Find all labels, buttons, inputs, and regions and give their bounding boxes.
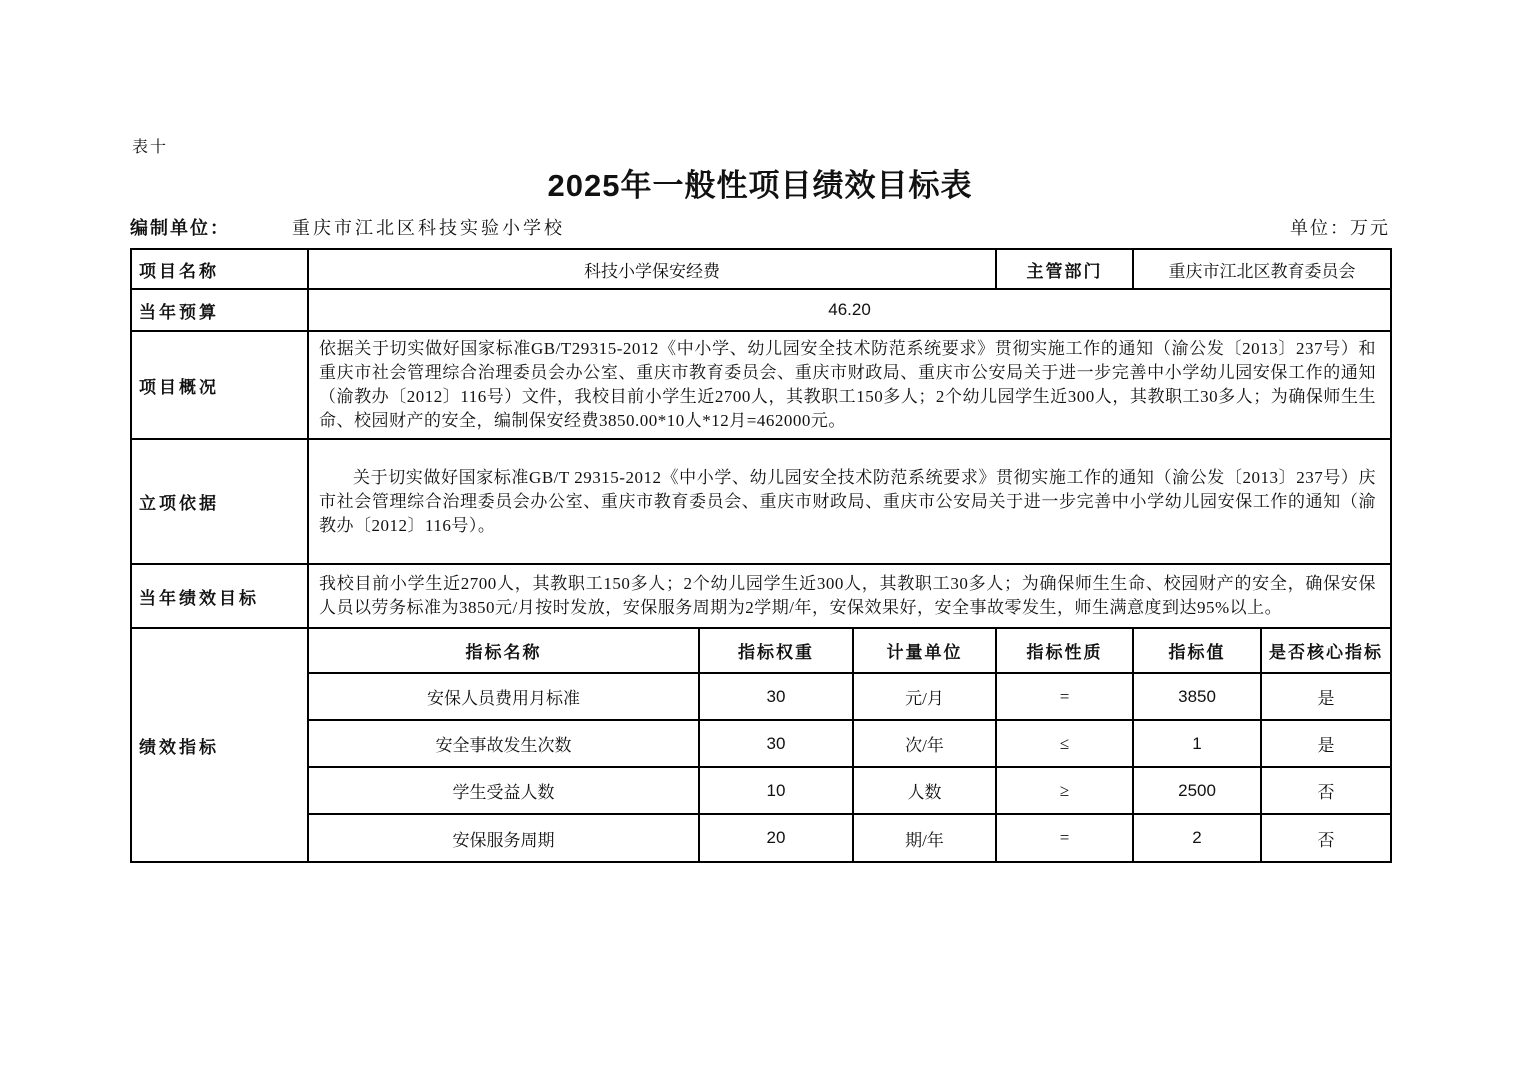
overview-label: 项目概况 xyxy=(131,331,308,439)
indicator-weight: 20 xyxy=(699,814,853,862)
page-tag: 表十 xyxy=(132,139,169,156)
budget-value: 46.20 xyxy=(308,289,1391,331)
indicator-core: 是 xyxy=(1261,673,1391,720)
indicator-row xyxy=(131,720,1391,767)
indicator-unit: 人数 xyxy=(853,767,996,814)
indicator-unit: 元/月 xyxy=(853,673,996,720)
indicator-value: 3850 xyxy=(1133,673,1261,720)
performance-target-table xyxy=(130,248,1392,863)
indicators-label: 绩效指标 xyxy=(131,628,308,862)
project-name-value: 科技小学保安经费 xyxy=(308,249,996,289)
goal-text: 我校目前小学生近2700人，其教职工150多人；2个幼儿园学生近300人，其教职工30多人；为确保师生生命、校园财产的安全，确保安保人员以劳务标准为3850元/月按时发放，安保服务周期为2学期/年，安保效果好，安全事故零发生，师生满意度到达95%以上。 xyxy=(308,564,1391,628)
indicator-row xyxy=(131,767,1391,814)
prepared-by xyxy=(130,214,565,240)
indicator-weight: 30 xyxy=(699,673,853,720)
indicator-name: 安保服务周期 xyxy=(308,814,699,862)
prepared-by-value: 重庆市江北区科技实验小学校 xyxy=(292,218,565,238)
indicator-core: 是 xyxy=(1261,720,1391,767)
indicator-nature: ≤ xyxy=(996,720,1133,767)
indicator-unit: 期/年 xyxy=(853,814,996,862)
indicator-nature: = xyxy=(996,673,1133,720)
dept-value: 重庆市江北区教育委员会 xyxy=(1133,249,1391,289)
indicator-name: 安全事故发生次数 xyxy=(308,720,699,767)
indicator-nature: = xyxy=(996,814,1133,862)
project-name-label: 项目名称 xyxy=(131,249,308,289)
indicator-weight: 30 xyxy=(699,720,853,767)
indicator-col-header-name: 指标名称 xyxy=(308,628,699,673)
table-row xyxy=(131,439,1391,564)
budget-label: 当年预算 xyxy=(131,289,308,331)
indicator-row xyxy=(131,673,1391,720)
indicator-name: 安保人员费用月标准 xyxy=(308,673,699,720)
indicator-col-header-core: 是否核心指标 xyxy=(1261,628,1391,673)
goal-label: 当年绩效目标 xyxy=(131,564,308,628)
overview-text: 依据关于切实做好国家标准GB/T29315-2012《中小学、幼儿园安全技术防范系统要求》贯彻实施工作的通知（渝公发〔2013〕237号）和重庆市社会管理综合治理委员会办公室、重庆市教育委员会、重庆市财政局、重庆市公安局关于进一步完善中小学幼儿园安保工作的通知（渝教办〔2012〕116号）文件，我校目前小学生近2700人，其教职工150多人；2个幼儿园学生近300人，其教职工30多人；为确保师生生命、校园财产的安全，编制保安经费3850.00*10人*12月=462000元。 xyxy=(308,331,1391,439)
indicator-core: 否 xyxy=(1261,767,1391,814)
indicator-unit: 次/年 xyxy=(853,720,996,767)
table-row xyxy=(131,564,1391,628)
indicator-value: 2 xyxy=(1133,814,1261,862)
indicator-col-header-nature: 指标性质 xyxy=(996,628,1133,673)
indicator-header-row xyxy=(131,628,1391,673)
table-row xyxy=(131,289,1391,331)
indicator-value: 1 xyxy=(1133,720,1261,767)
unit-label: 单位：万元 xyxy=(1290,218,1390,238)
prepared-by-label: 编制单位： xyxy=(130,218,230,238)
indicator-value: 2500 xyxy=(1133,767,1261,814)
basis-text: 关于切实做好国家标准GB/T 29315-2012《中小学、幼儿园安全技术防范系统要求》贯彻实施工作的通知（渝公发〔2013〕237号）庆市社会管理综合治理委员会办公室、重庆市教育委员会、重庆市财政局、重庆市公安局关于进一步完善中小学幼儿园安保工作的通知（渝教办〔2012〕116号）。 xyxy=(308,439,1391,564)
indicator-col-header-weight: 指标权重 xyxy=(699,628,853,673)
indicator-weight: 10 xyxy=(699,767,853,814)
indicator-name: 学生受益人数 xyxy=(308,767,699,814)
page-title: 2025年一般性项目绩效目标表 xyxy=(547,168,973,203)
table-row xyxy=(131,331,1391,439)
table-row xyxy=(131,249,1391,289)
basis-label: 立项依据 xyxy=(131,439,308,564)
indicator-nature: ≥ xyxy=(996,767,1133,814)
indicator-col-header-unit: 计量单位 xyxy=(853,628,996,673)
dept-label: 主管部门 xyxy=(996,249,1133,289)
meta-row xyxy=(130,214,1390,240)
indicator-col-header-value: 指标值 xyxy=(1133,628,1261,673)
indicator-core: 否 xyxy=(1261,814,1391,862)
indicator-row xyxy=(131,814,1391,862)
